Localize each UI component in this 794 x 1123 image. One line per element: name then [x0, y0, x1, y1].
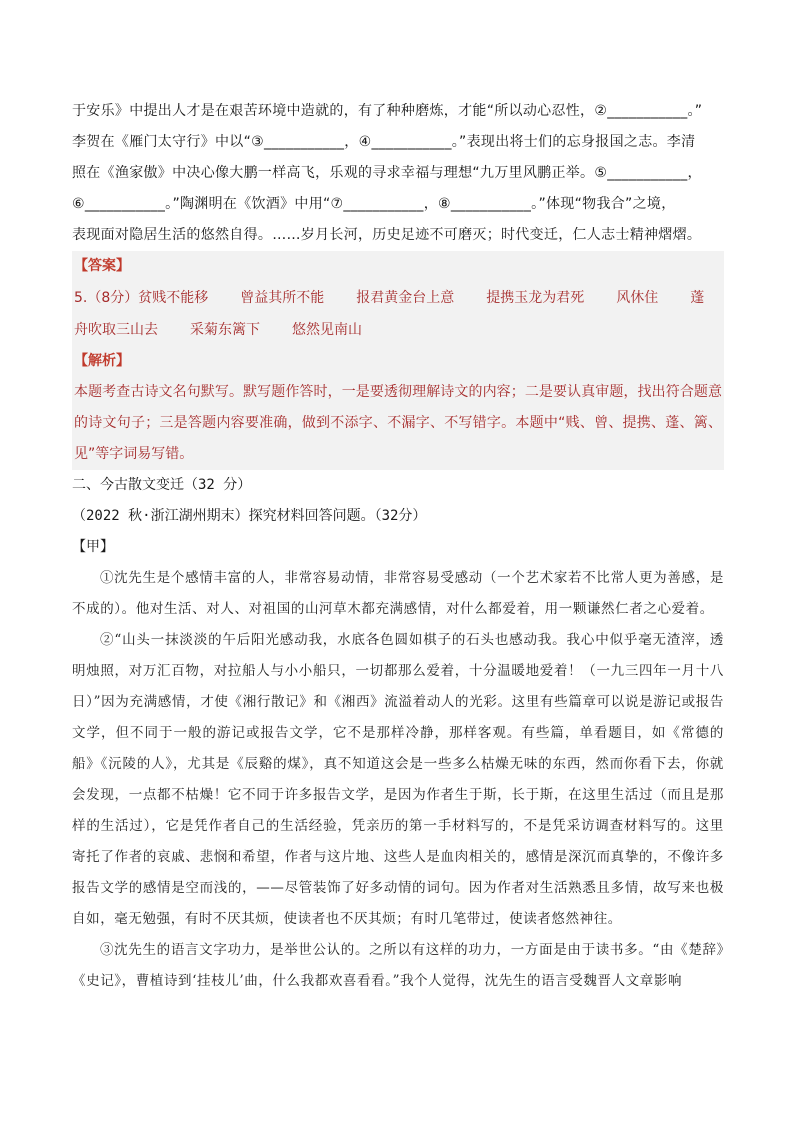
answer-item: 悠然见南山	[292, 322, 362, 338]
answer-box	[72, 251, 724, 470]
question-line: 表现面对隐居生活的悠然自得。……岁月长河，历史足迹不可磨灭；时代变迁，仁人志士精神熠熠。	[72, 227, 702, 243]
analysis-text: 本题考查古诗文名句默写。默写题作答时，一是要透彻理解诗文的内容；二是要认真审题，找出符合题意的诗文句子；三是答题内容要准确，做到不添字、不漏字、不写错字。本题中“贱、曾、提携、蓬、篱、见”等字词易写错。	[74, 384, 722, 462]
question-fill-blanks	[72, 96, 724, 251]
answer-item: 提携玉龙为君死	[486, 290, 585, 306]
answer-item: 风休住	[616, 290, 659, 306]
answer-prefix: 5.（8分）贫贱不能移	[74, 290, 209, 306]
question-line: ⑥___________。”陶渊明在《饮酒》中用“⑦___________，⑧___________。”体现“物我合”之境，	[72, 196, 676, 212]
answer-label: 【答案】	[74, 258, 130, 274]
answer-item: 采菊东篱下	[190, 322, 260, 338]
document-page	[72, 96, 724, 997]
answer-line-1	[74, 282, 722, 314]
answer-item: 报君黄金台上意	[356, 290, 455, 306]
section-heading: 二、今古散文变迁（32 分）	[72, 477, 252, 493]
analysis-label: 【解析】	[74, 353, 130, 369]
question-line: 李贺在《雁门太守行》中以“③___________，④___________。”表现出将士们的忘身报国之志。李清	[72, 134, 696, 150]
question-line: 于安乐》中提出人才是在艰苦环境中造就的，有了种种磨炼，才能“所以动心忍性，②___________。”	[72, 103, 703, 119]
question-source: （2022 秋·浙江湖州期末）探究材料回答问题。（32分）	[72, 508, 427, 524]
material-label: 【甲】	[72, 539, 114, 555]
answer-item: 曾益其所不能	[240, 290, 325, 306]
question-line: 照在《渔家傲》中决心像大鹏一样高飞，乐观的寻求幸福与理想“九万里风鹏正举。⑤___________，	[72, 165, 702, 181]
answer-item: 舟吹取三山去	[74, 322, 158, 338]
answer-item: 蓬	[690, 290, 705, 306]
material-paragraph-2: ②“山头一抹淡淡的午后阳光感动我，水底各色圆如棋子的石头也感动我。我心中似乎毫无渣滓，透明烛照，对万汇百物，对拉船人与小小船只，一切都那么爱着，十分温暖地爱着！（一九三四年一月十八日）”因为充满感情，才使《湘行散记》和《湘西》流溢着动人的光彩。这里有些篇章可以说是游记或报告文学，但不同于一般的游记或报告文学，它不是那样冷静，那样客观。有些篇，单看题目，如《常德的船》《沅陵的人》，尤其是《辰谿的煤》，真不知道这会是一些多么枯燥无味的东西，然而你看下去，你就会发现，一点都不枯燥！它不同于许多报告文学，是因为作者生于斯，长于斯，在这里生活过（而且是那样的生活过），它是凭作者自己的生活经验，凭亲历的第一手材料写的，不是凭采访调查材料写的。这里寄托了作者的哀戚、悲悯和希望，作者与这片地、这些人是血肉相关的，感情是深沉而真挚的，不像许多报告文学的感情是空而浅的，——尽管装饰了好多动情的词句。因为作者对生活熟悉且多情，故写来也极自如，毫无勉强，有时不厌其烦，使读者也不厌其烦；有时几笔带过，使读者悠然神往。	[72, 632, 724, 927]
answer-line-2	[74, 314, 722, 346]
material-paragraph-1: ①沈先生是个感情丰富的人，非常容易动情，非常容易受感动（一个艺术家若不比常人更为善感，是不成的）。他对生活、对人、对祖国的山河草木都充满感情，对什么都爱着，用一颗谦然仁者之心爱着。	[72, 570, 724, 617]
material-paragraph-3: ③沈先生的语言文字功力，是举世公认的。之所以有这样的功力，一方面是由于读书多。“由《楚辞》《史记》，曹植诗到‘挂枝儿’曲，什么我都欢喜看看。”我个人觉得，沈先生的语言受魏晋人文章影响	[72, 942, 724, 989]
